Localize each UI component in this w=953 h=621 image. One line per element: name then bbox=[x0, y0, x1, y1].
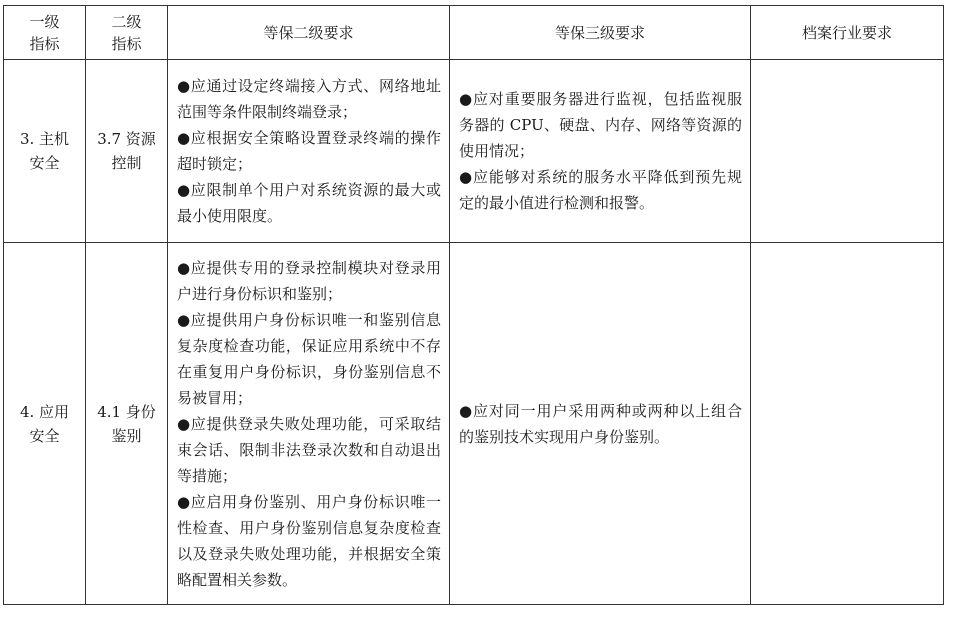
requirement-item: ●应能够对系统的服务水平降低到预先规定的最小值进行检测和报警。 bbox=[459, 168, 742, 212]
row-level1-line: 3. 主机 bbox=[19, 130, 70, 148]
table-row bbox=[4, 60, 944, 243]
requirement-item: ●应通过设定终端接入方式、网络地址范围等条件限制终端登录； bbox=[177, 77, 441, 121]
requirement-item: ●应提供专用的登录控制模块对登录用户进行身份标识和鉴别； bbox=[177, 258, 441, 303]
header-row bbox=[4, 6, 944, 60]
header-level1-indicator bbox=[4, 6, 86, 60]
archive-requirements-cell bbox=[751, 243, 944, 605]
header-grade3-requirements: 等保三级要求 bbox=[450, 6, 751, 60]
header-level1-line2: 指标 bbox=[29, 34, 60, 53]
table-row bbox=[4, 243, 944, 605]
requirement-item: ●应对重要服务器进行监视，包括监视服务器的 CPU、硬盘、内存、网络等资源的使用情况； bbox=[459, 90, 742, 160]
archive-requirements-cell bbox=[751, 60, 944, 243]
row-level1-line: 4. 应用 bbox=[19, 402, 70, 421]
header-level2-indicator bbox=[86, 6, 168, 60]
row-level2-line: 3.7 资源 bbox=[97, 130, 156, 148]
requirement-item: ●应对同一用户采用两种或两种以上组合的鉴别技术实现用户身份鉴别。 bbox=[459, 401, 742, 446]
row-level1-cell bbox=[4, 243, 86, 605]
row-level1-line: 安全 bbox=[29, 426, 60, 445]
grade3-requirements-cell bbox=[450, 60, 751, 243]
row-level2-cell bbox=[86, 243, 168, 605]
requirement-item: ●应根据安全策略设置登录终端的操作超时锁定； bbox=[177, 129, 441, 173]
header-level2-line2: 指标 bbox=[111, 34, 142, 53]
requirements-table bbox=[3, 5, 944, 605]
header-grade2-requirements: 等保二级要求 bbox=[168, 6, 450, 60]
requirement-item: ●应提供登录失败处理功能，可采取结束会话、限制非法登录次数和自动退出等措施； bbox=[177, 414, 441, 485]
header-archive-requirements: 档案行业要求 bbox=[751, 6, 944, 60]
grade2-requirements-cell bbox=[168, 243, 450, 605]
requirement-item: ●应启用身份鉴别、用户身份标识唯一性检查、用户身份鉴别信息复杂度检查以及登录失败处理功能，并根据安全策略配置相关参数。 bbox=[177, 492, 441, 589]
requirement-item: ●应限制单个用户对系统资源的最大或最小使用限度。 bbox=[177, 181, 441, 225]
header-level2-line1: 二级 bbox=[111, 12, 142, 31]
requirement-item: ●应提供用户身份标识唯一和鉴别信息复杂度检查功能，保证应用系统中不存在重复用户身份标识，身份鉴别信息不易被冒用； bbox=[177, 310, 441, 407]
row-level2-line: 鉴别 bbox=[111, 426, 142, 445]
grade2-requirements-cell bbox=[168, 60, 450, 243]
header-level1-line1: 一级 bbox=[29, 12, 60, 31]
row-level1-cell bbox=[4, 60, 86, 243]
grade3-requirements-cell bbox=[450, 243, 751, 605]
row-level2-line: 控制 bbox=[111, 154, 142, 172]
row-level1-line: 安全 bbox=[29, 154, 60, 172]
row-level2-cell bbox=[86, 60, 168, 243]
row-level2-line: 4.1 身份 bbox=[97, 402, 156, 421]
